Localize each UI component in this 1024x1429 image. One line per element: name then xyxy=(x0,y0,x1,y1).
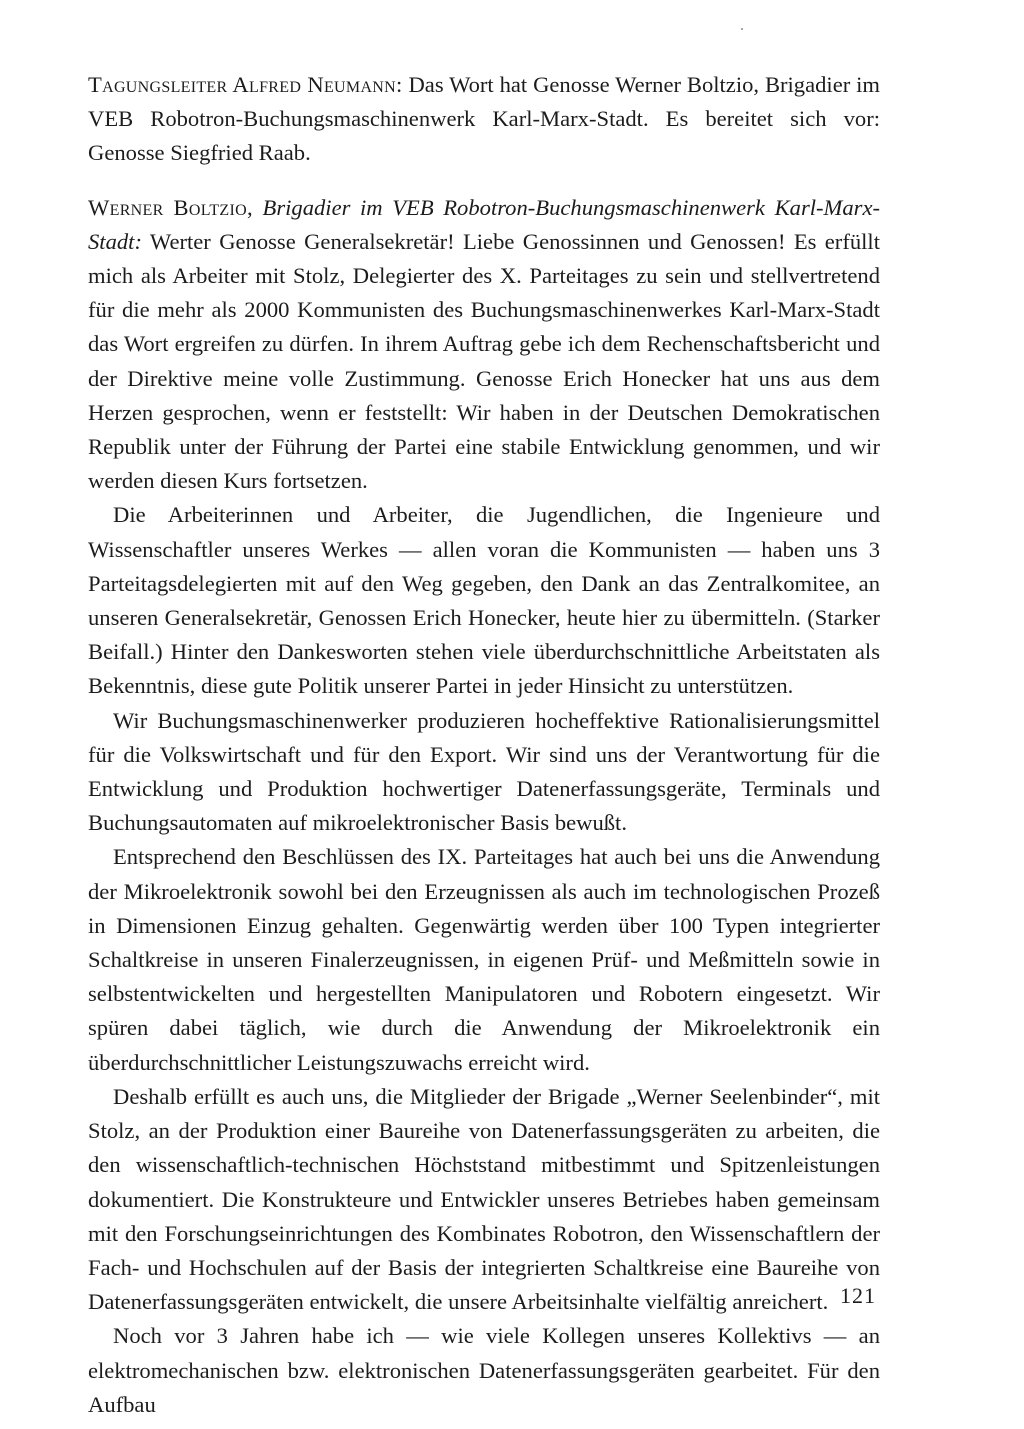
speech-speaker-role: Brigadier im VEB Robotron-Buchungsmaschinenwerk Karl-Marx-Stadt: xyxy=(88,194,880,254)
speech-opening xyxy=(88,191,880,499)
chair-announcement xyxy=(88,68,880,171)
paragraph: Wir Buchungsmaschinenwerker produzieren hocheffektive Rationalisierungsmittel für die Volkswirtschaft und für den Export. Wir sind uns der Verantwortung für die Entwicklung und Produktion hochwertiger Datenerfassungsgeräte, Terminals und Buchungsautomaten auf mikroelektronischer Basis bewußt. xyxy=(88,707,880,836)
speech-opening-text: Werter Genosse Generalsekretär! Liebe Genossinnen und Genossen! Es erfüllt mich als Arbeiter mit Stolz, Delegierter des X. Parteitages zu sein und stellvertretend für die mehr als 2000 Kommunisten des Buchungsmaschinenwerkes Karl-Marx-Stadt das Wort ergreifen zu dürfen. In ihrem Auftrag gebe ich dem Rechenschaftsbericht und der Direktive meine volle Zustimmung. Genosse Erich Honecker hat uns aus dem Herzen gesprochen, wenn er feststellt: Wir haben in der Deutschen Demokratischen Republik unter der Führung der Partei eine stabile Entwicklung genommen, und wir werden diesen Kurs fortsetzen. xyxy=(88,228,880,494)
scan-speck xyxy=(741,28,743,30)
body-text xyxy=(88,68,880,1422)
paragraph: Noch vor 3 Jahren habe ich — wie viele Kollegen unseres Kollektivs — an elektromechanischen bzw. elektronischen Datenerfassungsgeräten gearbeitet. Für den Aufbau xyxy=(88,1323,880,1417)
paragraph: Deshalb erfüllt es auch uns, die Mitglieder der Brigade „Werner Seelenbinder“, mit Stolz, an der Produktion einer Baureihe von Datenerfassungsgeräten zu arbeiten, die den wissenschaftlich-technischen Höchststand mitbestimmt und Spitzenleistungen dokumentiert. Die Konstrukteure und Entwickler unseres Betriebes haben gemeinsam mit den Forschungseinrichtungen des Kombinates Robotron, den Wissenschaftlern der Fach- und Hochschulen auf der Basis der integrierten Schaltkreise eine Baureihe von Datenerfassungsgeräten entwickelt, die unsere Arbeitsinhalte vielfältig anreichert. xyxy=(88,1083,880,1315)
page-number: 121 xyxy=(840,1283,876,1308)
chair-speaker-name: Tagungsleiter Alfred Neumann: xyxy=(88,72,403,97)
chair-announcement-text: Das Wort hat Genosse Werner Boltzio, Brigadier im VEB Robotron-Buchungsmaschinenwerk Karl-Marx-Stadt. Es bereitet sich vor: Genosse Siegfried Raab. xyxy=(88,72,880,166)
paragraph: Die Arbeiterinnen und Arbeiter, die Jugendlichen, die Ingenieure und Wissenschaftler unseres Werkes — allen voran die Kommunisten — haben uns 3 Parteitagsdelegierten mit auf den Weg gegeben, den Dank an das Zentralkomitee, an unseren Generalsekretär, Genossen Erich Honecker, heute hier zu übermitteln. (Starker Beifall.) Hinter den Dankesworten stehen viele überdurchschnittliche Arbeitstaten als Bekenntnis, diese gute Politik unserer Partei in jeder Hinsicht zu unterstützen. xyxy=(88,502,880,699)
speech-speaker-name: Werner Boltzio, xyxy=(88,194,253,220)
paragraph: Entsprechend den Beschlüssen des IX. Parteitages hat auch bei uns die Anwendung der Mikroelektronik sowohl bei den Erzeugnissen als auch im technologischen Prozeß in Dimensionen Einzug gehalten. Gegenwärtig werden über 100 Typen integrierter Schaltkreise in unseren Finalerzeugnissen, in eigenen Prüf- und Meßmitteln sowie in selbstentwickelten und hergestellten Manipulatoren und Robotern eingesetzt. Wir spüren dabei täglich, wie durch die Anwendung der Mikroelektronik ein überdurchschnittlicher Leistungszuwachs erreicht wird. xyxy=(88,844,880,1075)
